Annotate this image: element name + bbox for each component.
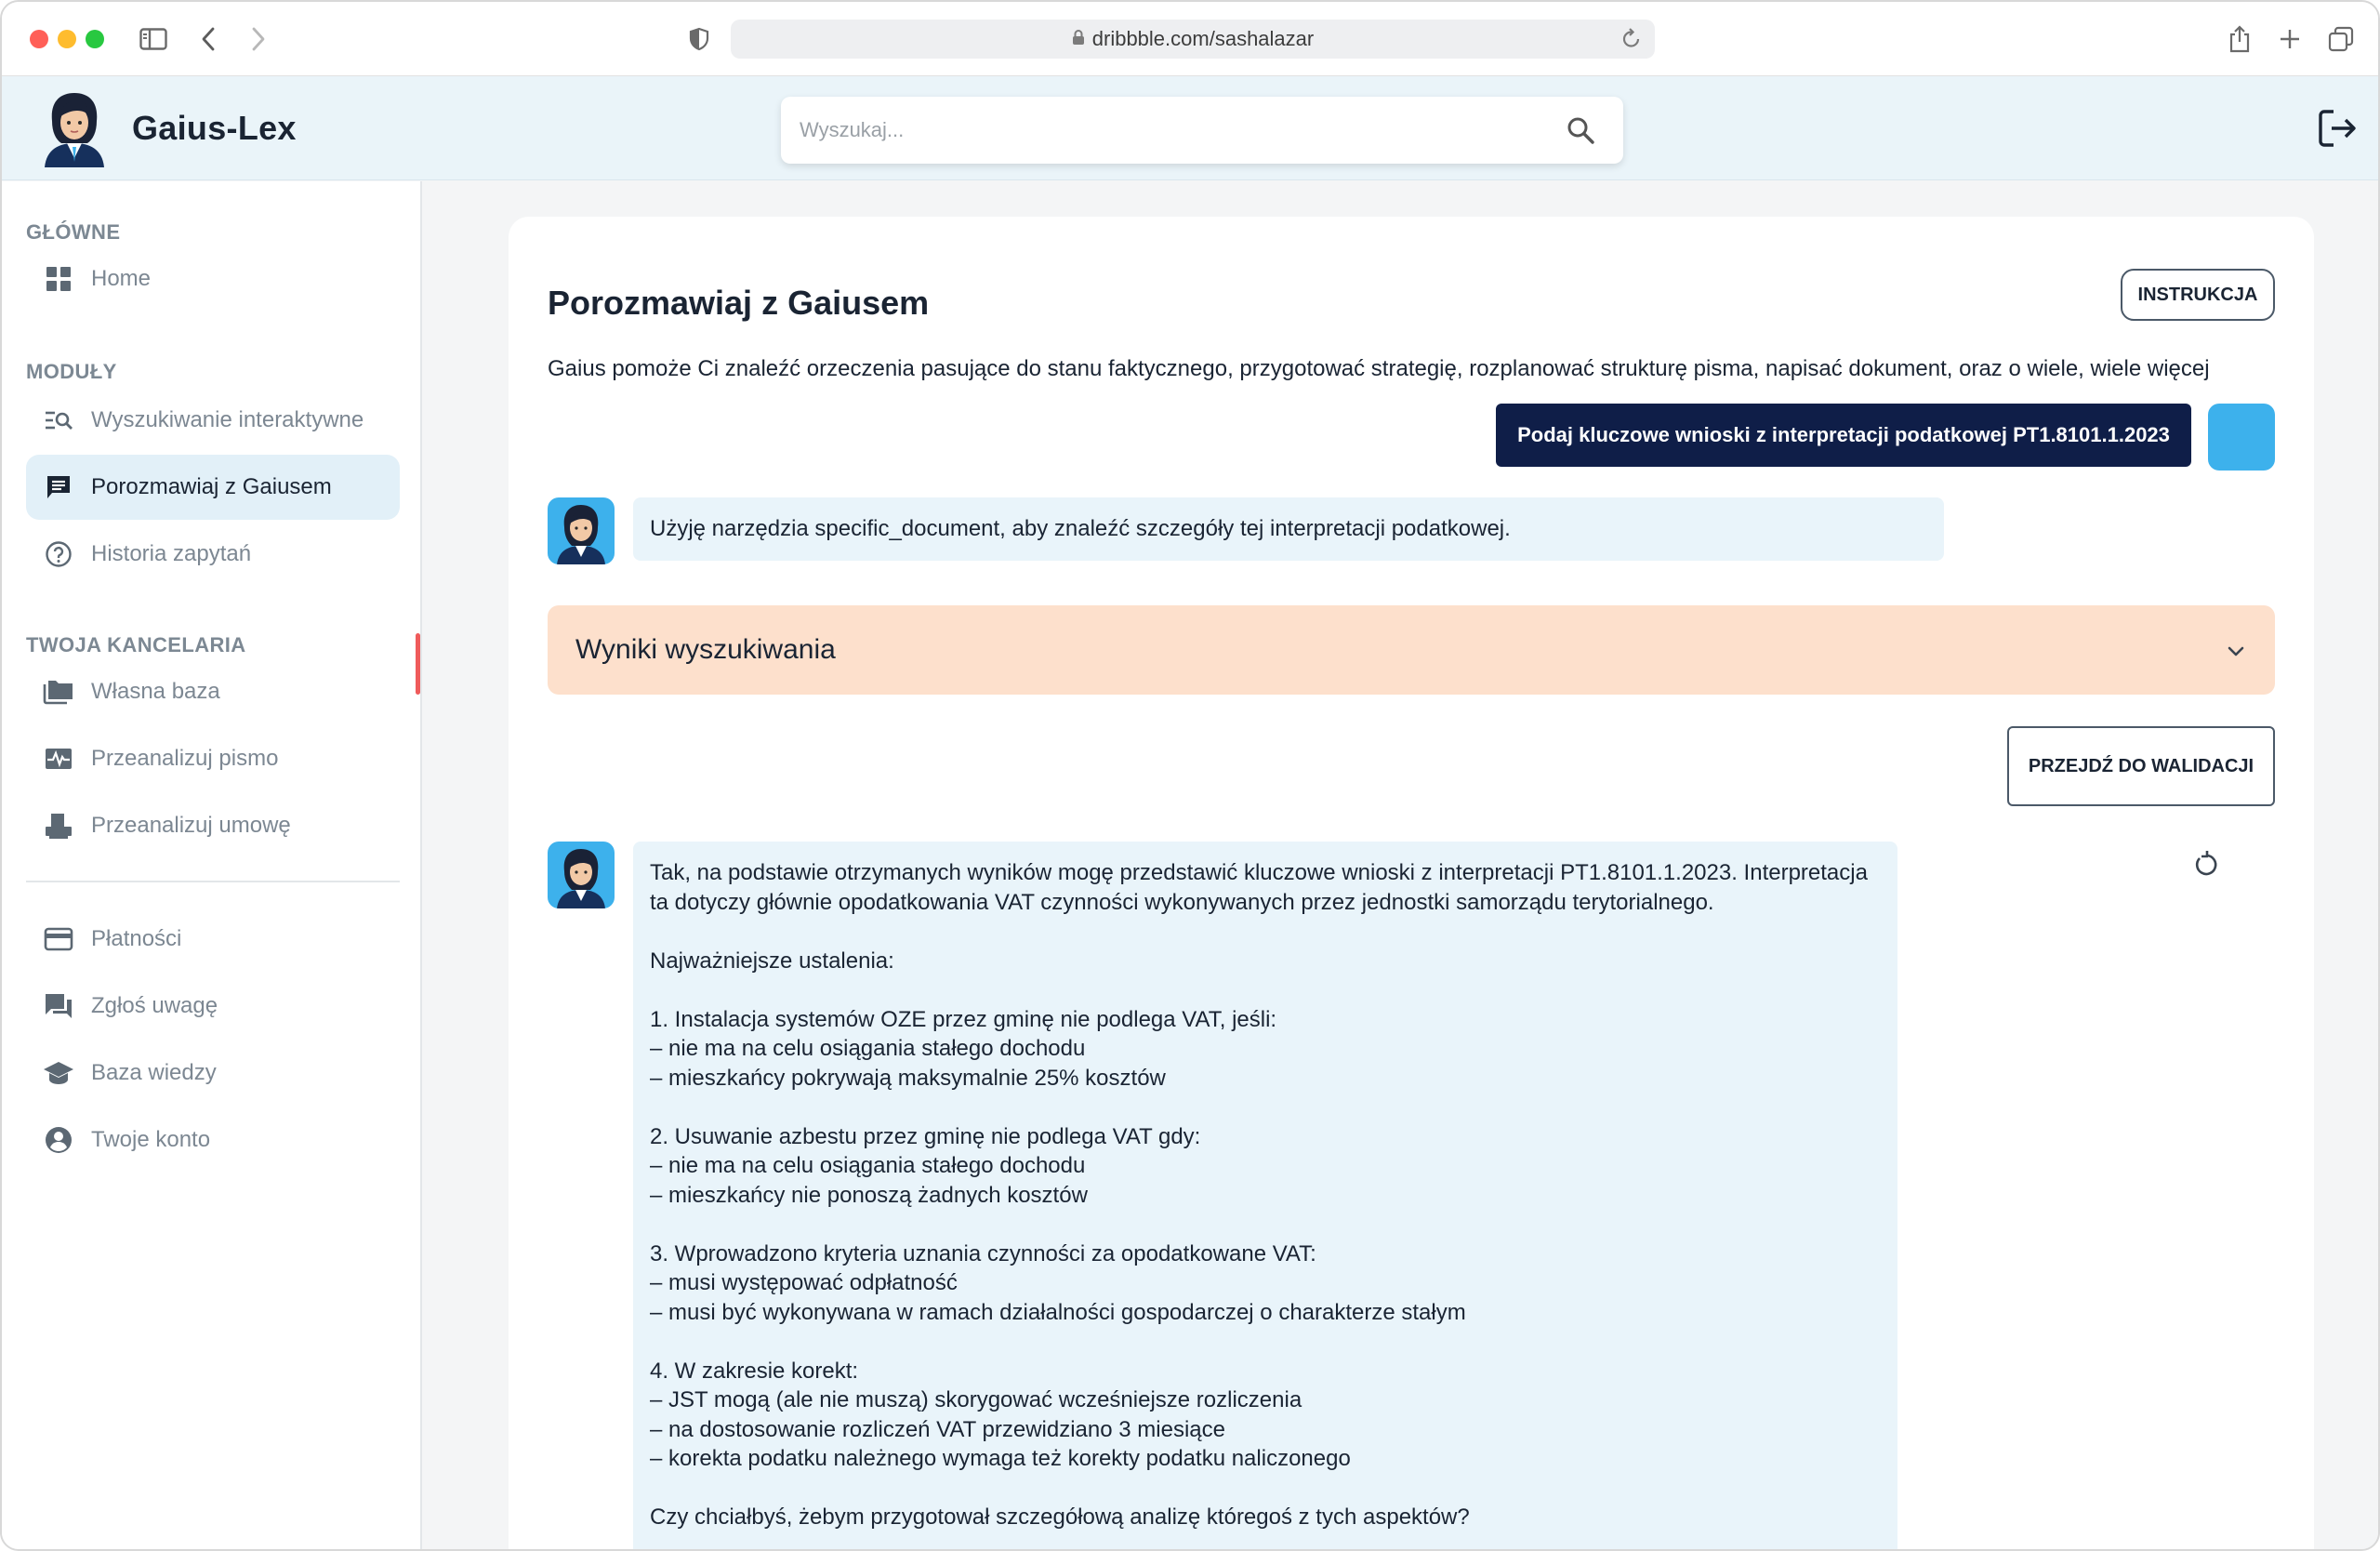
sidebar-item-own-database[interactable] bbox=[26, 659, 400, 724]
sidebar-item-label: Porozmawiaj z Gaiusem bbox=[91, 474, 332, 499]
chat-card bbox=[509, 217, 2314, 1551]
browser-toolbar bbox=[2, 2, 2380, 76]
sidebar-divider bbox=[26, 881, 400, 882]
chevron-down-icon[interactable] bbox=[2225, 639, 2247, 661]
forum-icon bbox=[26, 992, 91, 1020]
search-icon[interactable] bbox=[1566, 115, 1595, 145]
url-text: dribbble.com/sashalazar bbox=[1091, 27, 1315, 50]
section-title-main: GŁÓWNE bbox=[26, 220, 121, 244]
app-header bbox=[2, 76, 2380, 180]
answer-point-3: 3. Wprowadzono kryteria uznania czynności za opodatkowane VAT: – musi występować odpłatność – musi być wykonywana w ramach działalności gospodarczej o charakterze stałym bbox=[650, 1240, 1466, 1325]
sidebar-item-label: Historia zapytań bbox=[91, 541, 252, 566]
bot-answer bbox=[633, 842, 1897, 1551]
answer-intro: Tak, na podstawie otrzymanych wyników mogę przedstawić kluczowe wnioski z interpretacji PT1.8101.1.2023. Interpretacja ta dotyczy głównie opodatkowania VAT czynności wykonywanych przez jednostki samorządu terytorialnego. bbox=[650, 860, 1874, 915]
intro-text: Gaius pomoże Ci znaleźć orzeczenia pasujące do stanu faktycznego, przygotować strategię, rozplanować strukturę pisma, napisać dokument, oraz o wiele, wiele więcej bbox=[548, 356, 2210, 381]
grid-icon bbox=[26, 265, 91, 293]
sidebar-item-label: Własna baza bbox=[91, 679, 220, 704]
logout-icon[interactable] bbox=[2317, 108, 2358, 149]
folder-icon bbox=[26, 679, 91, 705]
app-name: Gaius-Lex bbox=[132, 109, 297, 147]
sidebar-item-label: Wyszukiwanie interaktywne bbox=[91, 407, 364, 432]
sidebar-item-analyze-letter[interactable] bbox=[26, 726, 400, 791]
reload-icon[interactable] bbox=[1621, 27, 1642, 55]
active-item-marker bbox=[416, 633, 420, 695]
page-title: Porozmawiaj z Gaiusem bbox=[548, 284, 930, 322]
sidebar-toggle-icon[interactable] bbox=[138, 22, 169, 56]
bot-message: Użyję narzędzia specific_document, aby znaleźć szczegóły tej interpretacji podatkowej. bbox=[633, 497, 1944, 561]
section-title-modules: MODUŁY bbox=[26, 360, 117, 383]
sidebar-item-account[interactable] bbox=[26, 1107, 400, 1173]
sidebar-item-label: Twoje konto bbox=[91, 1127, 211, 1152]
sidebar-item-feedback[interactable] bbox=[26, 974, 400, 1039]
main-area bbox=[423, 181, 2380, 1551]
sidebar-item-home[interactable] bbox=[26, 246, 400, 312]
search-results-accordion[interactable] bbox=[548, 605, 2275, 695]
sidebar bbox=[2, 181, 422, 1551]
bot-avatar-icon bbox=[548, 497, 615, 564]
chat-icon bbox=[26, 473, 91, 501]
address-bar[interactable] bbox=[731, 20, 1655, 59]
brand[interactable] bbox=[39, 89, 297, 167]
answer-point-2: 2. Usuwanie azbestu przez gminę nie podlega VAT gdy: – nie ma na celu osiągania stałego dochodu – mieszkańcy nie ponoszą żadnych kosztów bbox=[650, 1123, 1201, 1208]
graduation-cap-icon bbox=[26, 1060, 91, 1086]
share-icon[interactable] bbox=[2226, 22, 2254, 56]
search-box[interactable] bbox=[781, 97, 1623, 164]
sidebar-item-label: Zgłoś uwagę bbox=[91, 993, 218, 1018]
validate-button[interactable]: PRZEJDŹ DO WALIDACJI bbox=[2007, 726, 2275, 806]
search-input[interactable] bbox=[800, 118, 1562, 142]
lock-icon bbox=[1072, 29, 1085, 50]
search-list-icon bbox=[26, 409, 91, 431]
new-tab-icon[interactable] bbox=[2276, 22, 2304, 56]
answer-question: Czy chciałbyś, żebym przygotował szczegółową analizę któregoś z tych aspektów? bbox=[650, 1505, 1470, 1530]
sidebar-item-interactive-search[interactable] bbox=[26, 388, 400, 453]
minimize-window-button[interactable] bbox=[58, 30, 76, 48]
sidebar-item-knowledge-base[interactable] bbox=[26, 1041, 400, 1106]
answer-point-1: 1. Instalacja systemów OZE przez gminę nie podlega VAT, jeśli: – nie ma na celu osiągania stałego dochodu – mieszkańcy pokrywają maksymalnie 25% kosztów bbox=[650, 1006, 1277, 1091]
sidebar-item-label: Baza wiedzy bbox=[91, 1060, 217, 1085]
sidebar-item-label: Płatności bbox=[91, 926, 182, 951]
regenerate-icon[interactable] bbox=[2191, 849, 2223, 881]
search-results-label: Wyniki wyszukiwania bbox=[575, 634, 836, 665]
printer-icon bbox=[26, 812, 91, 840]
user-avatar bbox=[2208, 404, 2275, 471]
sidebar-item-label: Przeanalizuj umowę bbox=[91, 813, 291, 838]
sidebar-item-label: Home bbox=[91, 266, 152, 291]
answer-point-4: 4. W zakresie korekt: – JST mogą (ale nie muszą) skorygować wcześniejsze rozliczenia – na dostosowanie rozliczeń VAT przewidziano 3 miesiące – korekta podatku należnego wymaga też korekty podatku naliczonego bbox=[650, 1358, 1351, 1471]
instruction-button[interactable]: INSTRUKCJA bbox=[2121, 269, 2275, 321]
gaius-avatar-icon bbox=[39, 89, 110, 167]
forward-icon[interactable] bbox=[247, 22, 270, 56]
close-window-button[interactable] bbox=[30, 30, 48, 48]
sidebar-item-payments[interactable] bbox=[26, 907, 400, 972]
tab-overview-icon[interactable] bbox=[2326, 22, 2356, 56]
user-message: Podaj kluczowe wnioski z interpretacji podatkowej PT1.8101.1.2023 bbox=[1496, 404, 2191, 467]
card-icon bbox=[26, 927, 91, 951]
bot-avatar-icon bbox=[548, 842, 615, 908]
sidebar-item-analyze-contract[interactable] bbox=[26, 793, 400, 858]
sidebar-item-history[interactable] bbox=[26, 522, 400, 587]
back-icon[interactable] bbox=[197, 22, 219, 56]
section-title-office: TWOJA KANCELARIA bbox=[26, 633, 246, 656]
sidebar-item-chat[interactable] bbox=[26, 455, 400, 520]
sidebar-item-label: Przeanalizuj pismo bbox=[91, 746, 279, 771]
answer-heading: Najważniejsze ustalenia: bbox=[650, 948, 894, 974]
privacy-shield-icon[interactable] bbox=[686, 22, 712, 56]
maximize-window-button[interactable] bbox=[86, 30, 104, 48]
help-circle-icon bbox=[26, 540, 91, 568]
account-circle-icon bbox=[26, 1126, 91, 1154]
pulse-icon bbox=[26, 747, 91, 771]
